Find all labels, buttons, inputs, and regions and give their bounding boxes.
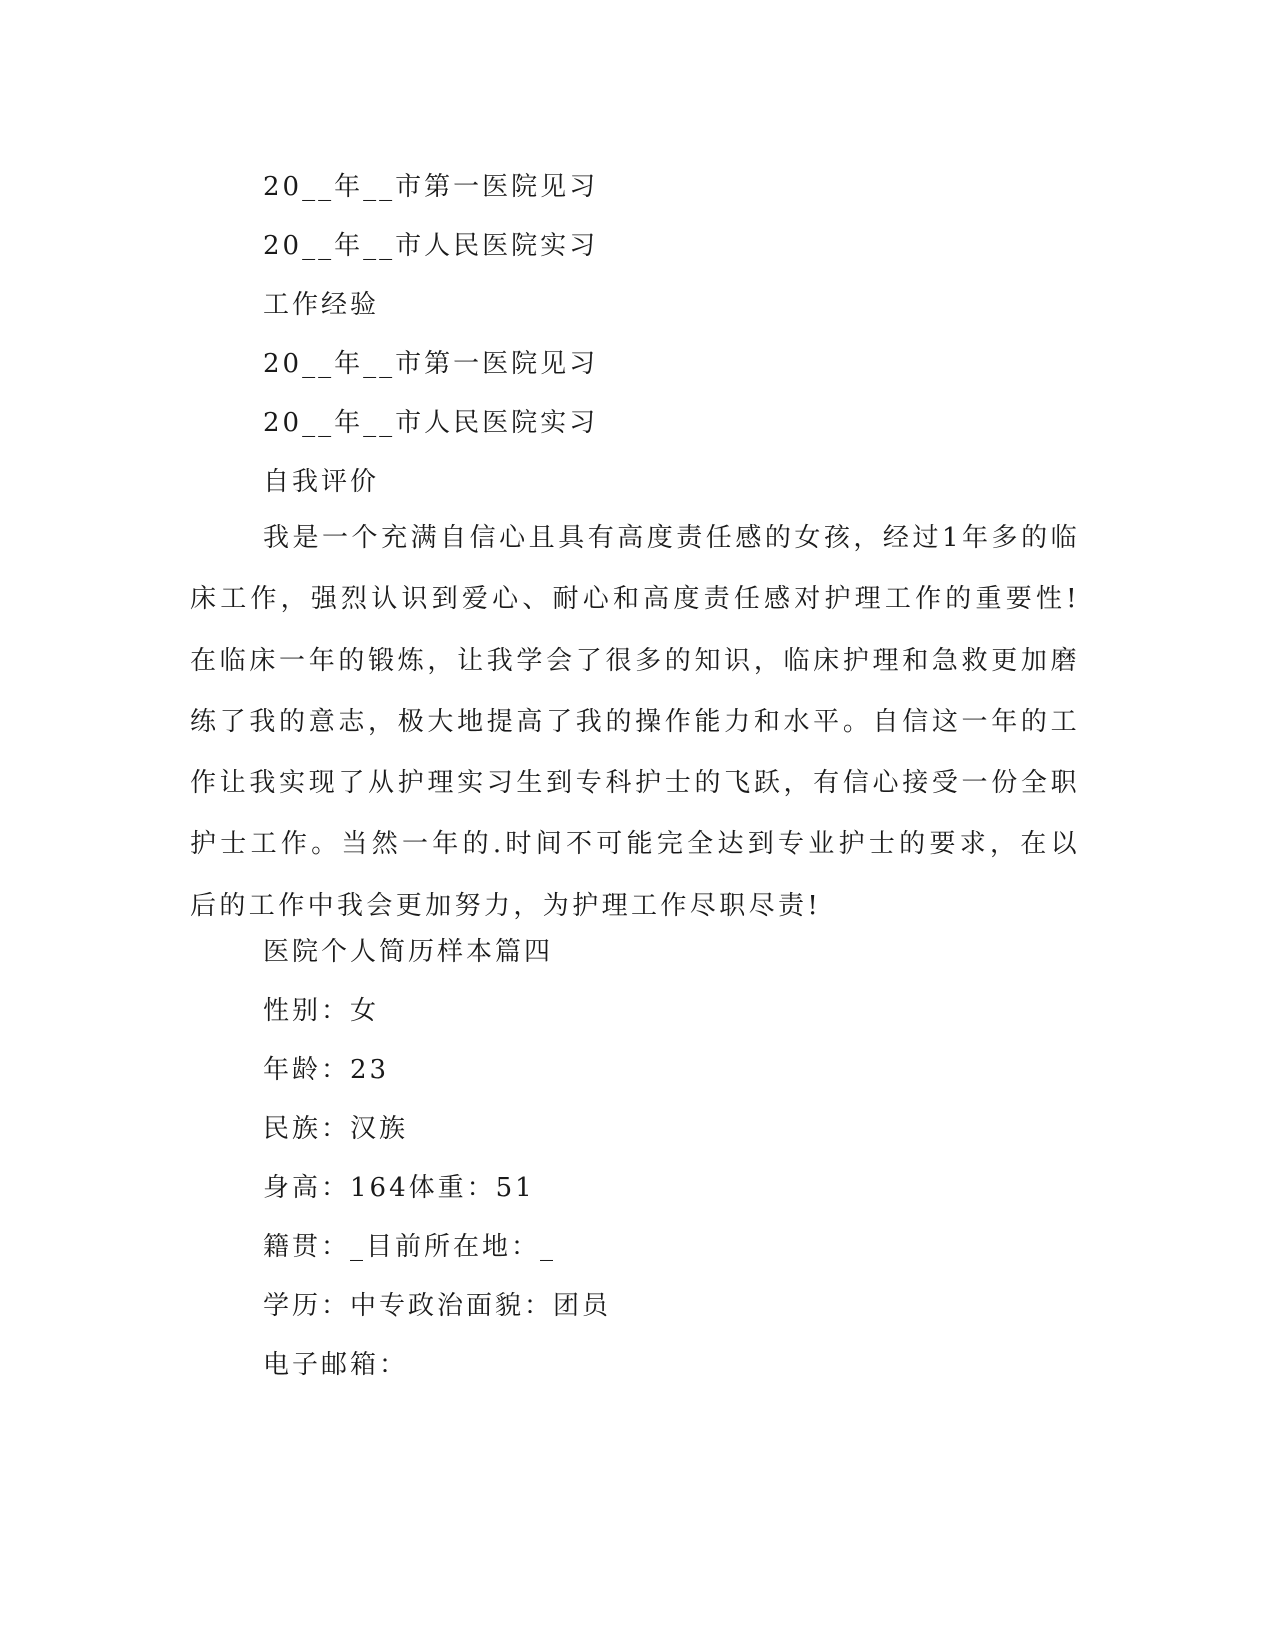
info-gender: 性别：女	[263, 996, 380, 1026]
info-age: 年龄：23	[263, 1055, 390, 1085]
work-experience-heading: 工作经验	[263, 290, 380, 320]
self-evaluation-heading: 自我评价	[263, 467, 380, 497]
education-line-1: 20__年__市第一医院见习	[263, 172, 599, 202]
education-line-2: 20__年__市人民医院实习	[263, 231, 599, 261]
info-ethnicity: 民族：汉族	[263, 1114, 409, 1144]
info-hometown-location: 籍贯：_目前所在地：_	[263, 1232, 557, 1262]
work-line-2: 20__年__市人民医院实习	[263, 408, 599, 438]
section-title: 医院个人简历样本篇四	[263, 937, 554, 967]
self-evaluation-paragraph: 我是一个充满自信心且具有高度责任感的女孩，经过1年多的临床工作，强烈认识到爱心、耐心和高度责任感对护理工作的重要性!在临床一年的锻炼，让我学会了很多的知识，临床护理和急救更加磨练了我的意志，极大地提高了我的操作能力和水平。自信这一年的工作让我实现了从护理实习生到专科护士的飞跃，有信心接受一份全职护士工作。当然一年的.时间不可能完全达到专业护士的要求，在以后的工作中我会更加努力，为护理工作尽职尽责!	[190, 523, 1080, 921]
info-height-weight: 身高：164体重：51	[263, 1173, 535, 1203]
info-email: 电子邮箱：	[263, 1350, 409, 1380]
work-line-1: 20__年__市第一医院见习	[263, 349, 599, 379]
info-education-political: 学历：中专政治面貌：团员	[263, 1291, 612, 1321]
